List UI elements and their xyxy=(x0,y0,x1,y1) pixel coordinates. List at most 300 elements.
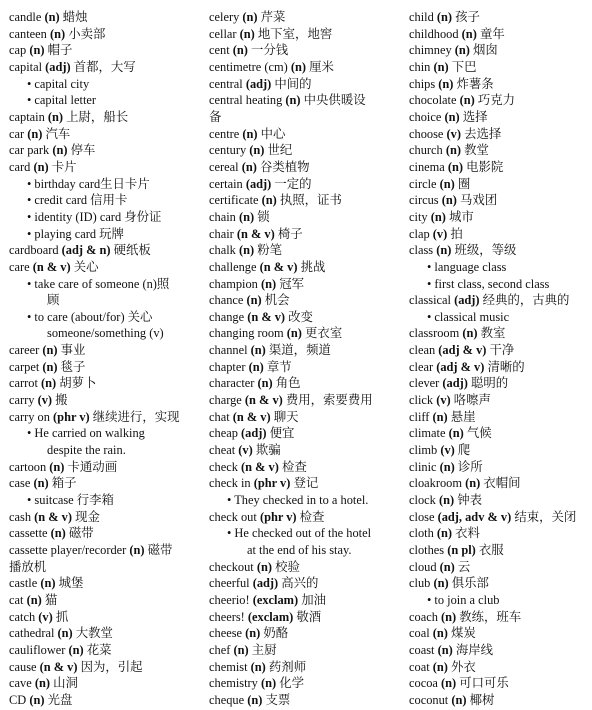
headword: chat xyxy=(209,409,230,424)
headword: carrot xyxy=(9,376,38,391)
translation: 主厨 xyxy=(251,642,277,657)
translation: 云 xyxy=(457,559,471,574)
part-of-speech: (n) xyxy=(29,43,45,58)
translation: 更衣室 xyxy=(305,326,343,341)
translation: 冠军 xyxy=(279,276,305,291)
entry xyxy=(409,525,589,542)
translation: 登记 xyxy=(293,476,319,491)
headword: chain xyxy=(209,209,236,224)
entry xyxy=(9,242,199,259)
entry xyxy=(9,159,199,176)
entry xyxy=(209,442,399,459)
example-line: • first class, second class xyxy=(427,276,550,291)
example-line: • capital city xyxy=(27,76,90,91)
part-of-speech: (n) xyxy=(40,576,56,591)
part-of-speech: (n) xyxy=(50,526,66,541)
part-of-speech: (v) xyxy=(440,443,455,458)
translation: 猫 xyxy=(44,592,58,607)
part-of-speech: (n) xyxy=(49,26,66,41)
entry xyxy=(209,375,399,392)
translation: 衣料 xyxy=(455,526,480,541)
headword: check xyxy=(209,459,238,474)
part-of-speech: (n) xyxy=(34,676,50,691)
headword: candle xyxy=(9,10,42,24)
word-column-3 xyxy=(409,9,589,709)
entry xyxy=(409,42,589,59)
part-of-speech: (n) xyxy=(42,343,58,358)
headword: centimetre (cm) xyxy=(209,59,288,74)
translation: 一分钱 xyxy=(251,43,289,58)
example-line: • to join a club xyxy=(427,592,500,607)
entry xyxy=(409,176,589,193)
part-of-speech: (adj) xyxy=(442,376,468,391)
headword: capital xyxy=(9,59,43,74)
headword: classical xyxy=(409,293,451,308)
headword: cloth xyxy=(409,526,434,541)
part-of-speech: (n) xyxy=(441,193,457,208)
part-of-speech: (n) xyxy=(432,659,448,674)
headword: clinic xyxy=(409,459,437,474)
headword: click xyxy=(409,393,434,408)
part-of-speech: (n) xyxy=(238,243,255,258)
headword: centre xyxy=(209,126,240,141)
part-of-speech: (n) xyxy=(256,559,272,574)
headword: cheers! xyxy=(209,609,245,624)
translation: 高兴的 xyxy=(281,576,319,591)
entry xyxy=(409,509,589,526)
headword: car xyxy=(9,126,25,141)
entry xyxy=(209,59,399,76)
headword: carpet xyxy=(9,359,40,374)
example-line: • He checked out of the hotel xyxy=(227,526,372,541)
entry xyxy=(409,425,589,442)
headword: check in xyxy=(209,476,251,491)
translation: 敬酒 xyxy=(296,609,322,624)
headword: chance xyxy=(209,293,244,308)
headword: cave xyxy=(9,676,32,691)
headword: chef xyxy=(209,642,231,657)
headword: chalk xyxy=(209,243,236,258)
part-of-speech: (n & v) xyxy=(259,259,298,274)
entry xyxy=(409,475,589,492)
translation: 停车 xyxy=(70,143,96,158)
wrapped-line: 播放机 xyxy=(9,559,47,574)
headword: climate xyxy=(409,426,446,441)
headword: cloakroom xyxy=(409,476,462,491)
part-of-speech: (v) xyxy=(436,393,451,408)
translation: 马戏团 xyxy=(459,193,498,208)
example-line: • He carried on walking xyxy=(27,426,145,441)
entry xyxy=(409,625,589,642)
entry xyxy=(9,142,199,159)
translation: 芹菜 xyxy=(260,10,286,24)
translation: 山洞 xyxy=(53,676,78,691)
headword: cat xyxy=(9,592,24,607)
entry xyxy=(409,359,589,376)
part-of-speech: (n) xyxy=(438,76,454,91)
part-of-speech: (n) xyxy=(285,93,301,108)
translation: 聊天 xyxy=(273,409,299,424)
translation: 挑战 xyxy=(300,259,326,274)
part-of-speech: (n) xyxy=(242,126,258,141)
entry xyxy=(209,142,399,159)
entry xyxy=(9,625,199,642)
part-of-speech: (n) xyxy=(246,293,262,308)
headword: central heating xyxy=(209,93,283,108)
headword: car park xyxy=(9,143,50,158)
entry xyxy=(209,575,399,592)
translation: 奶酪 xyxy=(263,626,289,641)
entry xyxy=(209,76,399,93)
part-of-speech: (n & v) xyxy=(232,409,271,424)
part-of-speech: (n) xyxy=(441,609,457,624)
part-of-speech: (n) xyxy=(129,543,145,557)
headword: cheque xyxy=(209,692,245,707)
translation: 电影院 xyxy=(466,159,504,174)
part-of-speech: (n) xyxy=(447,159,464,174)
translation: 椅子 xyxy=(277,226,303,241)
headword: coach xyxy=(409,609,438,624)
translation: 锁 xyxy=(257,209,270,224)
entry xyxy=(9,575,199,592)
translation: 选择 xyxy=(462,109,488,124)
entry xyxy=(409,609,589,626)
entry xyxy=(209,359,399,376)
translation: 童年 xyxy=(479,26,505,41)
entry xyxy=(409,92,589,109)
part-of-speech: (adj) xyxy=(454,293,480,308)
headword: choose xyxy=(409,126,444,141)
entry xyxy=(9,109,199,126)
translation: 巧克力 xyxy=(477,93,516,108)
entry xyxy=(409,542,589,559)
continuation-line: someone/something (v) xyxy=(47,326,164,341)
translation: 药剂师 xyxy=(268,659,307,674)
part-of-speech: (n) xyxy=(436,526,453,541)
translation: 费用，索要费用 xyxy=(285,393,373,408)
part-of-speech: (n) xyxy=(239,26,255,41)
part-of-speech: (n) xyxy=(233,642,249,657)
example-line: • take care of someone (n)照 xyxy=(27,276,170,291)
entry xyxy=(209,609,399,626)
translation: 椰树 xyxy=(469,692,495,707)
translation: 抓 xyxy=(55,609,69,624)
part-of-speech: (n) xyxy=(451,692,467,707)
translation: 加油 xyxy=(301,592,326,607)
part-of-speech: (n) xyxy=(432,626,448,641)
headword: cent xyxy=(209,43,230,58)
translation: 诊所 xyxy=(457,459,483,474)
part-of-speech: (n) xyxy=(454,43,470,58)
entry xyxy=(409,159,589,176)
part-of-speech: (n & v) xyxy=(39,659,78,674)
translation: 欺骗 xyxy=(255,443,281,458)
translation: 炸薯条 xyxy=(456,76,494,91)
part-of-speech: (n) xyxy=(57,626,73,641)
entry xyxy=(9,475,199,492)
part-of-speech: (n) xyxy=(49,459,65,474)
part-of-speech: (adj) xyxy=(252,576,279,591)
part-of-speech: (n) xyxy=(33,476,49,491)
entry xyxy=(209,625,399,642)
headword: CD xyxy=(9,692,27,707)
headword: circle xyxy=(409,176,437,191)
entry xyxy=(209,259,399,276)
translation: 教练，班车 xyxy=(459,609,522,624)
entry xyxy=(209,159,399,176)
translation: 中央供暖设 xyxy=(303,93,366,108)
translation: 关心 xyxy=(73,259,99,274)
entry xyxy=(209,425,399,442)
translation: 烟囱 xyxy=(473,43,498,58)
example-line: • They checked in to a hotel. xyxy=(227,493,369,508)
translation: 上尉，船长 xyxy=(66,109,129,124)
part-of-speech: (n) xyxy=(459,93,475,108)
headword: check out xyxy=(209,509,257,524)
entry xyxy=(409,192,589,209)
part-of-speech: (n) xyxy=(445,143,461,158)
translation: 事业 xyxy=(60,343,86,358)
translation: 一定的 xyxy=(274,176,312,191)
translation: 磁带 xyxy=(147,543,173,557)
entry xyxy=(209,9,399,26)
part-of-speech: (v) xyxy=(432,226,448,241)
entry xyxy=(9,692,199,709)
entry xyxy=(9,26,199,43)
part-of-speech: (adj) xyxy=(241,426,267,441)
entry xyxy=(209,325,399,342)
headword: cardboard xyxy=(9,243,59,258)
part-of-speech: (adj & v) xyxy=(436,359,485,374)
part-of-speech: (adj) xyxy=(245,76,272,91)
translation: 拍 xyxy=(450,226,463,241)
entry xyxy=(209,409,399,426)
entry xyxy=(209,176,399,193)
translation: 机会 xyxy=(264,293,290,308)
entry xyxy=(209,242,399,259)
example-line: • language class xyxy=(427,259,507,274)
example-line: • classical music xyxy=(427,309,510,324)
part-of-speech: (n) xyxy=(432,409,448,424)
headword: childhood xyxy=(409,26,459,41)
translation: 胡萝卜 xyxy=(59,376,97,391)
wrapped-line: 备 xyxy=(209,109,222,124)
headword: city xyxy=(409,209,428,224)
part-of-speech: (n) xyxy=(33,159,49,174)
part-of-speech: (n) xyxy=(462,326,478,341)
part-of-speech: (n) xyxy=(245,626,261,641)
headword: canteen xyxy=(9,26,47,41)
entry xyxy=(209,392,399,409)
headword: cliff xyxy=(409,409,430,424)
translation: 便宜 xyxy=(269,426,295,441)
continuation-line: despite the rain. xyxy=(47,443,126,458)
part-of-speech: (n) xyxy=(260,676,277,691)
headword: cloud xyxy=(409,559,437,574)
translation: 聪明的 xyxy=(470,376,509,391)
entry xyxy=(409,342,589,359)
entry xyxy=(9,542,199,559)
headword: carry xyxy=(9,393,35,408)
entry xyxy=(409,492,589,509)
part-of-speech: (n) xyxy=(290,59,307,74)
headword: case xyxy=(9,476,31,491)
entry xyxy=(409,692,589,709)
entry xyxy=(9,659,199,676)
headword: cassette player/recorder xyxy=(9,543,127,557)
entry xyxy=(9,592,199,609)
headword: clever xyxy=(409,376,440,391)
translation: 光盘 xyxy=(47,692,73,707)
translation: 中心 xyxy=(260,126,286,141)
entry xyxy=(409,375,589,392)
entry xyxy=(409,76,589,93)
headword: church xyxy=(409,143,443,158)
translation: 下巴 xyxy=(451,59,477,74)
translation: 咯嚓声 xyxy=(453,393,491,408)
headword: climb xyxy=(409,443,438,458)
entry xyxy=(409,59,589,76)
headword: celery xyxy=(209,10,240,24)
part-of-speech: (n) xyxy=(257,376,273,391)
translation: 硬纸板 xyxy=(113,243,151,258)
headword: character xyxy=(209,376,255,391)
translation: 衣服 xyxy=(478,543,504,557)
part-of-speech: (n & v) xyxy=(244,393,283,408)
entry xyxy=(9,392,199,409)
part-of-speech: (adj & n) xyxy=(61,243,111,258)
entry xyxy=(209,559,399,576)
continuation-line: 顾 xyxy=(47,293,60,308)
headword: child xyxy=(409,10,434,24)
entry xyxy=(9,42,199,59)
translation: 经典的，古典的 xyxy=(482,293,570,308)
entry xyxy=(409,109,589,126)
entry xyxy=(209,276,399,293)
translation: 俱乐部 xyxy=(451,576,489,591)
entry xyxy=(209,292,399,309)
translation: 检查 xyxy=(281,459,307,474)
part-of-speech: (n) xyxy=(242,10,258,24)
part-of-speech: (n) xyxy=(47,109,64,124)
part-of-speech: (phr v) xyxy=(259,509,297,524)
part-of-speech: (n) xyxy=(247,692,263,707)
part-of-speech: (n) xyxy=(260,276,277,291)
translation: 圈 xyxy=(457,176,471,191)
headword: cheerio! xyxy=(209,592,250,607)
entry xyxy=(409,142,589,159)
entry xyxy=(409,242,589,259)
translation: 箱子 xyxy=(51,476,77,491)
entry xyxy=(209,26,399,43)
part-of-speech: (n) xyxy=(436,10,453,24)
translation: 去选择 xyxy=(464,126,502,141)
headword: coal xyxy=(409,626,430,641)
entry xyxy=(409,442,589,459)
headword: cinema xyxy=(409,159,445,174)
translation: 气候 xyxy=(466,426,492,441)
headword: central xyxy=(209,76,243,91)
part-of-speech: (n) xyxy=(250,343,266,358)
translation: 现金 xyxy=(75,509,100,524)
entry xyxy=(209,209,399,226)
translation: 汽车 xyxy=(45,126,71,141)
headword: challenge xyxy=(209,259,257,274)
translation: 首都，大写 xyxy=(73,59,136,74)
headword: chimney xyxy=(409,43,452,58)
part-of-speech: (adj) xyxy=(45,59,71,74)
entry xyxy=(9,675,199,692)
headword: chemist xyxy=(209,659,248,674)
part-of-speech: (n) xyxy=(461,26,477,41)
part-of-speech: (v) xyxy=(238,443,253,458)
translation: 城堡 xyxy=(58,576,84,591)
example-line: • credit card 信用卡 xyxy=(27,193,128,208)
headword: clock xyxy=(409,493,436,508)
headword: class xyxy=(409,243,434,258)
part-of-speech: (n) xyxy=(41,376,57,391)
headword: certificate xyxy=(209,193,259,208)
example-line: • to care (about/for) 关心 xyxy=(27,309,153,324)
entry xyxy=(9,9,199,26)
entry xyxy=(9,375,199,392)
translation: 世纪 xyxy=(267,143,293,158)
headword: castle xyxy=(9,576,38,591)
headword: channel xyxy=(209,343,248,358)
headword: cheese xyxy=(209,626,243,641)
part-of-speech: (adj & v) xyxy=(438,343,487,358)
translation: 大教堂 xyxy=(75,626,113,641)
entry xyxy=(209,659,399,676)
part-of-speech: (n) xyxy=(465,476,481,491)
entry xyxy=(209,692,399,709)
headword: cheap xyxy=(209,426,238,441)
part-of-speech: (n) xyxy=(286,326,302,341)
translation: 校验 xyxy=(275,559,300,574)
translation: 班级，等级 xyxy=(454,243,517,258)
translation: 搬 xyxy=(55,393,68,408)
headword: coast xyxy=(409,642,435,657)
headword: catch xyxy=(9,609,36,624)
translation: 干净 xyxy=(489,343,515,358)
headword: charge xyxy=(209,393,242,408)
translation: 孩子 xyxy=(455,10,480,24)
entry xyxy=(409,459,589,476)
headword: clothes xyxy=(409,543,445,557)
entry xyxy=(209,92,399,109)
entry xyxy=(9,359,199,376)
translation: 谷类植物 xyxy=(259,159,310,174)
continuation-line: at the end of his stay. xyxy=(247,543,352,557)
headword: chemistry xyxy=(209,676,258,691)
headword: cathedral xyxy=(9,626,55,641)
headword: cauliflower xyxy=(9,642,66,657)
translation: 角色 xyxy=(275,376,301,391)
translation: 章节 xyxy=(266,359,292,374)
entry xyxy=(409,292,589,309)
headword: checkout xyxy=(209,559,254,574)
entry xyxy=(409,26,589,43)
entry xyxy=(209,592,399,609)
entry xyxy=(409,392,589,409)
headword: circus xyxy=(409,193,439,208)
entry xyxy=(9,126,199,143)
headword: coat xyxy=(409,659,430,674)
entry xyxy=(409,126,589,143)
headword: cocoa xyxy=(409,676,438,691)
part-of-speech: (n) xyxy=(437,642,453,657)
translation: 卡通动画 xyxy=(67,459,118,474)
